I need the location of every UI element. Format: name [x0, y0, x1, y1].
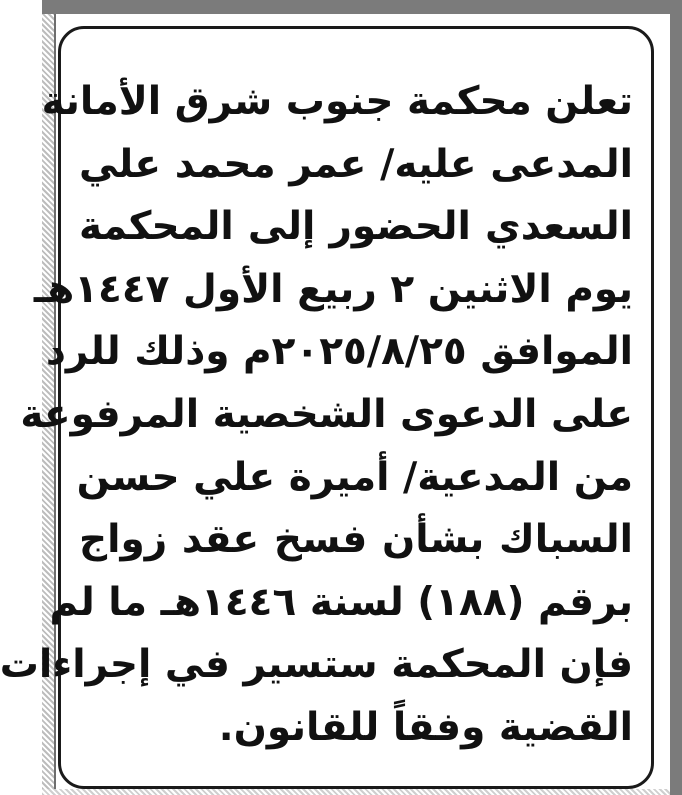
bottom-page-edge	[42, 789, 670, 795]
notice-line-5: الموافق ٢٠٢٥/٨/٢٥م وذلك للرد	[45, 329, 633, 375]
notice-line-10: فإن المحكمة ستسير في إجراءات	[0, 642, 633, 688]
notice-line-4: يوم الاثنين ٢ ربيع الأول ١٤٤٧هـ	[33, 266, 633, 312]
notice-line-8: السباك بشأن فسخ عقد زواج	[79, 517, 633, 563]
notice-line-6: على الدعوى الشخصية المرفوعة	[20, 391, 633, 437]
notice-line-9: برقم (١٨٨) لسنة ١٤٤٦هـ ما لم	[49, 579, 633, 625]
court-notice-box	[0, 26, 654, 789]
notice-text	[0, 71, 633, 760]
notice-line-3: السعدي الحضور إلى المحكمة	[79, 204, 633, 250]
notice-line-2: المدعى عليه/ عمر محمد علي	[79, 141, 633, 187]
notice-line-11: القضية وفقاً للقانون.	[218, 704, 633, 750]
notice-line-1: تعلن محكمة جنوب شرق الأمانة	[41, 79, 633, 124]
notice-line-7: من المدعية/ أميرة علي حسن	[76, 454, 633, 500]
